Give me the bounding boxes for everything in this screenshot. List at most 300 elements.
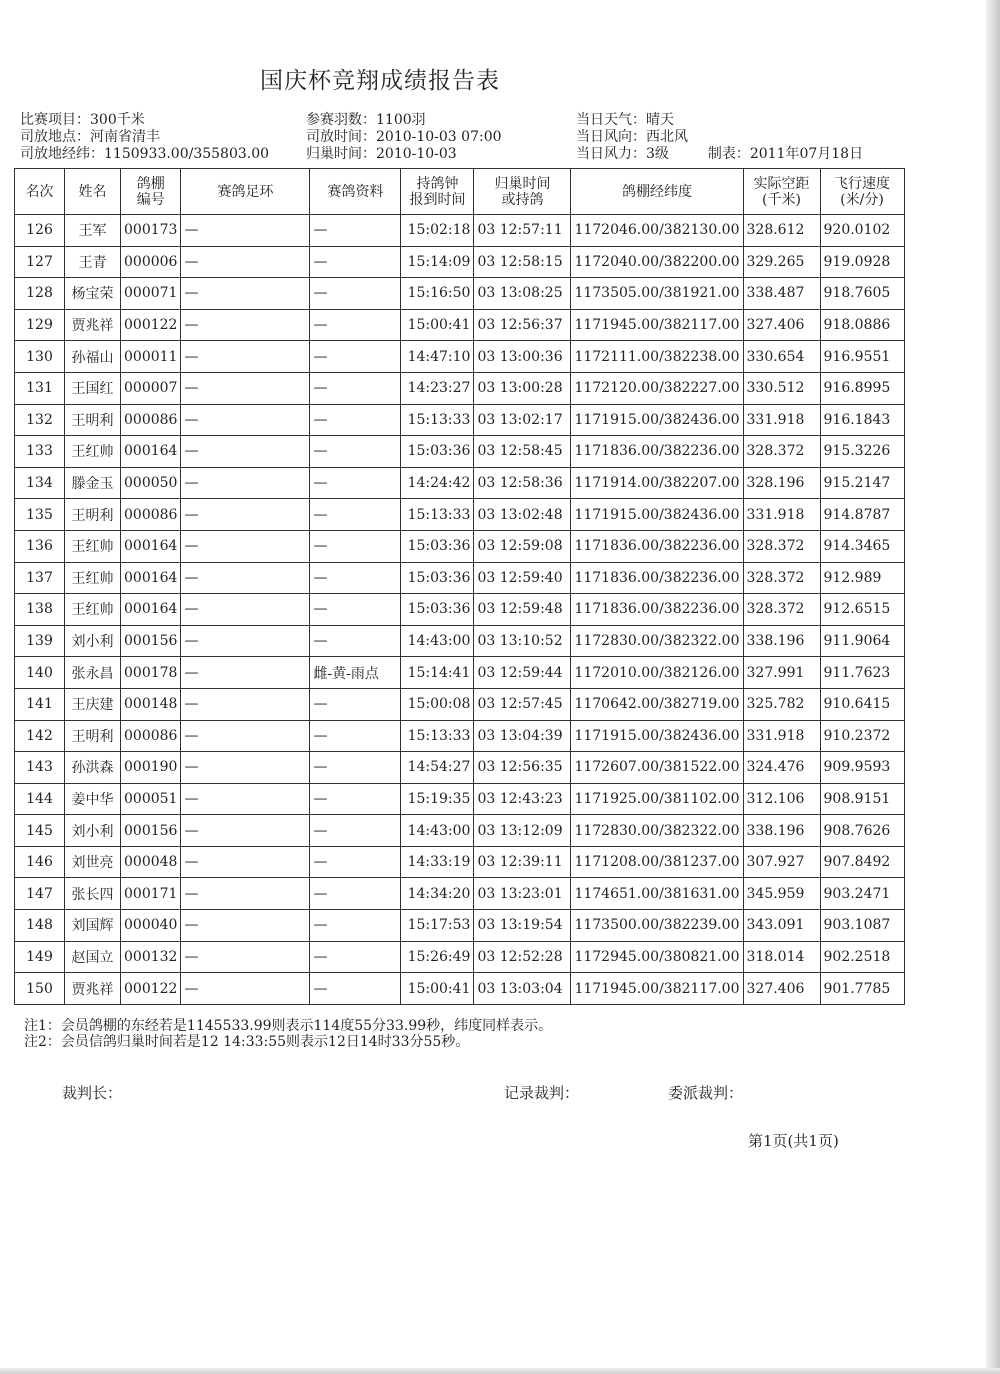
cell-ring: — bbox=[181, 530, 310, 562]
cell-speed: 903.2471 bbox=[820, 878, 904, 910]
cell-ring: — bbox=[181, 309, 310, 341]
header-text: 赛鸽资料 bbox=[327, 183, 384, 200]
cell-loft-id: 000164 bbox=[121, 530, 181, 562]
table-row bbox=[15, 625, 905, 657]
cell-speed: 910.2372 bbox=[820, 720, 904, 752]
note-2: 注2：会员信鸽归巢时间若是12 14:33:55则表示12日14时33分55秒。 bbox=[24, 1034, 470, 1050]
cell-return-time: 03 13:03:04 bbox=[474, 973, 571, 1005]
table-row bbox=[15, 910, 905, 942]
cell-clock-time: 14:47:10 bbox=[401, 341, 474, 373]
cell-distance: 330.512 bbox=[743, 372, 820, 404]
cell-rank: 145 bbox=[15, 815, 65, 847]
table-row bbox=[15, 878, 905, 910]
cell-loft-id: 000086 bbox=[121, 720, 181, 752]
cell-ring: — bbox=[181, 246, 310, 278]
cell-rank: 133 bbox=[15, 436, 65, 468]
cell-loft-coordinates: 1170642.00/382719.00 bbox=[571, 688, 743, 720]
table-row bbox=[15, 404, 905, 436]
cell-loft-id: 000050 bbox=[121, 467, 181, 499]
cell-name: 王红帅 bbox=[65, 594, 121, 626]
cell-loft-id: 000122 bbox=[121, 973, 181, 1005]
table-row bbox=[15, 783, 905, 815]
cell-name: 滕金玉 bbox=[65, 467, 121, 499]
header-text: 姓名 bbox=[78, 183, 107, 200]
cell-name: 姜中华 bbox=[65, 783, 121, 815]
cell-name: 王红帅 bbox=[65, 562, 121, 594]
cell-speed: 916.1843 bbox=[820, 404, 904, 436]
results-table bbox=[14, 168, 905, 1005]
cell-pigeon-info: — bbox=[310, 278, 401, 310]
cell-name: 王明利 bbox=[65, 720, 121, 752]
cell-speed: 903.1087 bbox=[820, 910, 904, 942]
cell-speed: 908.9151 bbox=[820, 783, 904, 815]
cell-speed: 902.2518 bbox=[820, 941, 904, 973]
cell-clock-time: 14:23:27 bbox=[401, 372, 474, 404]
header-name bbox=[65, 169, 121, 215]
cell-return-time: 03 12:56:35 bbox=[474, 752, 571, 784]
table-row bbox=[15, 467, 905, 499]
cell-clock-time: 15:17:53 bbox=[401, 910, 474, 942]
cell-distance: 329.265 bbox=[743, 246, 820, 278]
cell-speed: 918.0886 bbox=[820, 309, 904, 341]
cell-loft-coordinates: 1171915.00/382436.00 bbox=[571, 720, 743, 752]
cell-speed: 916.8995 bbox=[820, 372, 904, 404]
cell-loft-id: 000171 bbox=[121, 878, 181, 910]
table-row bbox=[15, 562, 905, 594]
cell-return-time: 03 12:58:45 bbox=[474, 436, 571, 468]
recorder-referee-label: 记录裁判： bbox=[504, 1084, 580, 1102]
cell-name: 贾兆祥 bbox=[65, 973, 121, 1005]
cell-return-time: 03 13:10:52 bbox=[474, 625, 571, 657]
cell-distance: 327.991 bbox=[743, 657, 820, 689]
cell-name: 张长四 bbox=[65, 878, 121, 910]
cell-rank: 130 bbox=[15, 341, 65, 373]
cell-rank: 136 bbox=[15, 530, 65, 562]
meta-entry-count: 参赛羽数：1100羽 bbox=[306, 112, 426, 128]
cell-ring: — bbox=[181, 815, 310, 847]
meta-made-date: 制表：2011年07月18日 bbox=[707, 146, 864, 162]
cell-loft-coordinates: 1173505.00/381921.00 bbox=[571, 278, 743, 310]
cell-clock-time: 15:00:08 bbox=[401, 688, 474, 720]
cell-speed: 909.9593 bbox=[820, 752, 904, 784]
cell-rank: 127 bbox=[15, 246, 65, 278]
table-row bbox=[15, 941, 905, 973]
cell-pigeon-info: 雌-黄-雨点 bbox=[310, 657, 401, 689]
cell-name: 刘小利 bbox=[65, 815, 121, 847]
meta-wind-force bbox=[576, 146, 863, 163]
cell-speed: 915.2147 bbox=[820, 467, 904, 499]
cell-pigeon-info: — bbox=[310, 562, 401, 594]
cell-distance: 328.196 bbox=[743, 467, 820, 499]
cell-loft-id: 000048 bbox=[121, 846, 181, 878]
cell-return-time: 03 13:08:25 bbox=[474, 278, 571, 310]
header-pigeon-info bbox=[310, 169, 401, 215]
cell-clock-time: 15:03:36 bbox=[401, 436, 474, 468]
cell-rank: 146 bbox=[15, 846, 65, 878]
cell-distance: 331.918 bbox=[743, 720, 820, 752]
cell-name: 贾兆祥 bbox=[65, 309, 121, 341]
cell-ring: — bbox=[181, 467, 310, 499]
cell-loft-id: 000156 bbox=[121, 815, 181, 847]
cell-speed: 901.7785 bbox=[820, 973, 904, 1005]
header-text: 名次 bbox=[25, 183, 54, 200]
cell-distance: 327.406 bbox=[743, 973, 820, 1005]
cell-return-time: 03 12:59:08 bbox=[474, 530, 571, 562]
cell-speed: 907.8492 bbox=[820, 846, 904, 878]
cell-pigeon-info: — bbox=[310, 688, 401, 720]
meta-right bbox=[576, 112, 863, 163]
cell-name: 王国红 bbox=[65, 372, 121, 404]
cell-return-time: 03 13:23:01 bbox=[474, 878, 571, 910]
cell-ring: — bbox=[181, 278, 310, 310]
cell-name: 刘世亮 bbox=[65, 846, 121, 878]
cell-loft-id: 000040 bbox=[121, 910, 181, 942]
header-text: 或持鸽 bbox=[501, 191, 544, 208]
cell-pigeon-info: — bbox=[310, 246, 401, 278]
cell-loft-coordinates: 1171836.00/382236.00 bbox=[571, 562, 743, 594]
cell-distance: 325.782 bbox=[743, 688, 820, 720]
cell-rank: 132 bbox=[15, 404, 65, 436]
cell-return-time: 03 13:02:17 bbox=[474, 404, 571, 436]
cell-pigeon-info: — bbox=[310, 372, 401, 404]
cell-speed: 920.0102 bbox=[820, 215, 904, 247]
header-loft-coordinates bbox=[571, 169, 743, 215]
scan-edge-bottom bbox=[0, 1368, 1000, 1374]
cell-loft-coordinates: 1171836.00/382236.00 bbox=[571, 594, 743, 626]
cell-ring: — bbox=[181, 657, 310, 689]
cell-ring: — bbox=[181, 846, 310, 878]
header-text: 报到时间 bbox=[409, 191, 466, 208]
cell-name: 杨宝荣 bbox=[65, 278, 121, 310]
cell-loft-coordinates: 1172830.00/382322.00 bbox=[571, 625, 743, 657]
cell-rank: 137 bbox=[15, 562, 65, 594]
cell-name: 王青 bbox=[65, 246, 121, 278]
page-number: 第1页(共1页) bbox=[748, 1132, 839, 1150]
cell-ring: — bbox=[181, 215, 310, 247]
cell-loft-id: 000156 bbox=[121, 625, 181, 657]
cell-return-time: 03 12:56:37 bbox=[474, 309, 571, 341]
cell-clock-time: 14:34:20 bbox=[401, 878, 474, 910]
cell-pigeon-info: — bbox=[310, 878, 401, 910]
table-row bbox=[15, 720, 905, 752]
header-ring bbox=[181, 169, 310, 215]
cell-loft-id: 000086 bbox=[121, 404, 181, 436]
header-text: 编号 bbox=[136, 191, 165, 208]
cell-name: 刘小利 bbox=[65, 625, 121, 657]
cell-rank: 129 bbox=[15, 309, 65, 341]
cell-return-time: 03 13:00:28 bbox=[474, 372, 571, 404]
cell-loft-id: 000148 bbox=[121, 688, 181, 720]
table-row bbox=[15, 372, 905, 404]
cell-name: 王红帅 bbox=[65, 530, 121, 562]
cell-return-time: 03 12:59:44 bbox=[474, 657, 571, 689]
cell-return-time: 03 13:04:39 bbox=[474, 720, 571, 752]
cell-pigeon-info: — bbox=[310, 720, 401, 752]
header-rank bbox=[15, 169, 65, 215]
header-clock-time bbox=[401, 169, 474, 215]
cell-clock-time: 15:13:33 bbox=[401, 404, 474, 436]
cell-ring: — bbox=[181, 973, 310, 1005]
cell-distance: 331.918 bbox=[743, 404, 820, 436]
cell-distance: 328.372 bbox=[743, 530, 820, 562]
cell-loft-id: 000071 bbox=[121, 278, 181, 310]
table-row bbox=[15, 815, 905, 847]
cell-loft-coordinates: 1172010.00/382126.00 bbox=[571, 657, 743, 689]
cell-clock-time: 15:14:41 bbox=[401, 657, 474, 689]
header-return-time bbox=[474, 169, 571, 215]
cell-return-time: 03 12:39:11 bbox=[474, 846, 571, 878]
header-loft-id bbox=[121, 169, 181, 215]
cell-loft-id: 000122 bbox=[121, 309, 181, 341]
cell-distance: 312.106 bbox=[743, 783, 820, 815]
cell-speed: 914.3465 bbox=[820, 530, 904, 562]
cell-ring: — bbox=[181, 372, 310, 404]
cell-name: 王庆建 bbox=[65, 688, 121, 720]
header-text: 实际空距 bbox=[753, 175, 810, 192]
cell-rank: 126 bbox=[15, 215, 65, 247]
cell-pigeon-info: — bbox=[310, 941, 401, 973]
cell-clock-time: 15:26:49 bbox=[401, 941, 474, 973]
cell-name: 刘国辉 bbox=[65, 910, 121, 942]
cell-rank: 144 bbox=[15, 783, 65, 815]
cell-clock-time: 15:03:36 bbox=[401, 530, 474, 562]
cell-distance: 338.196 bbox=[743, 625, 820, 657]
header-text: 归巢时间 bbox=[494, 175, 551, 192]
table-row bbox=[15, 530, 905, 562]
cell-pigeon-info: — bbox=[310, 625, 401, 657]
cell-clock-time: 15:19:35 bbox=[401, 783, 474, 815]
cell-loft-coordinates: 1171945.00/382117.00 bbox=[571, 973, 743, 1005]
cell-loft-coordinates: 1171925.00/381102.00 bbox=[571, 783, 743, 815]
cell-clock-time: 14:54:27 bbox=[401, 752, 474, 784]
cell-loft-coordinates: 1171945.00/382117.00 bbox=[571, 309, 743, 341]
cell-distance: 327.406 bbox=[743, 309, 820, 341]
cell-return-time: 03 13:02:48 bbox=[474, 499, 571, 531]
cell-speed: 912.6515 bbox=[820, 594, 904, 626]
table-row bbox=[15, 436, 905, 468]
table-row bbox=[15, 246, 905, 278]
cell-loft-coordinates: 1172120.00/382227.00 bbox=[571, 372, 743, 404]
cell-distance: 338.487 bbox=[743, 278, 820, 310]
cell-ring: — bbox=[181, 878, 310, 910]
cell-ring: — bbox=[181, 625, 310, 657]
cell-return-time: 03 13:19:54 bbox=[474, 910, 571, 942]
cell-name: 王红帅 bbox=[65, 436, 121, 468]
cell-ring: — bbox=[181, 499, 310, 531]
cell-return-time: 03 13:00:36 bbox=[474, 341, 571, 373]
header-text: 鸽棚经纬度 bbox=[621, 183, 692, 200]
cell-loft-id: 000164 bbox=[121, 594, 181, 626]
cell-loft-id: 000051 bbox=[121, 783, 181, 815]
meta-weather: 当日天气：晴天 bbox=[576, 112, 674, 128]
cell-loft-coordinates: 1172111.00/382238.00 bbox=[571, 341, 743, 373]
cell-clock-time: 15:03:36 bbox=[401, 594, 474, 626]
cell-speed: 918.7605 bbox=[820, 278, 904, 310]
cell-loft-id: 000173 bbox=[121, 215, 181, 247]
cell-clock-time: 14:43:00 bbox=[401, 625, 474, 657]
table-row bbox=[15, 752, 905, 784]
cell-rank: 140 bbox=[15, 657, 65, 689]
meta-wind-direction: 当日风向：西北风 bbox=[576, 129, 688, 145]
table-row bbox=[15, 309, 905, 341]
cell-rank: 147 bbox=[15, 878, 65, 910]
table-row bbox=[15, 846, 905, 878]
meta-wind-force-value: 当日风力：3级 bbox=[576, 146, 669, 162]
header-text: 飞行速度 bbox=[834, 175, 890, 192]
cell-pigeon-info: — bbox=[310, 910, 401, 942]
cell-loft-coordinates: 1173500.00/382239.00 bbox=[571, 910, 743, 942]
scan-edge-right bbox=[986, 0, 1000, 1374]
header-speed bbox=[820, 169, 904, 215]
cell-return-time: 03 12:58:15 bbox=[474, 246, 571, 278]
cell-loft-coordinates: 1171915.00/382436.00 bbox=[571, 404, 743, 436]
cell-return-time: 03 12:57:45 bbox=[474, 688, 571, 720]
cell-return-time: 03 12:59:40 bbox=[474, 562, 571, 594]
cell-pigeon-info: — bbox=[310, 436, 401, 468]
table-row bbox=[15, 973, 905, 1005]
meta-release-time: 司放时间：2010-10-03 07:00 bbox=[306, 129, 502, 145]
cell-pigeon-info: — bbox=[310, 467, 401, 499]
cell-loft-id: 000007 bbox=[121, 372, 181, 404]
meta-return-date: 归巢时间：2010-10-03 bbox=[306, 146, 457, 162]
cell-clock-time: 15:14:09 bbox=[401, 246, 474, 278]
cell-rank: 143 bbox=[15, 752, 65, 784]
cell-distance: 328.372 bbox=[743, 562, 820, 594]
cell-loft-coordinates: 1171836.00/382236.00 bbox=[571, 436, 743, 468]
cell-distance: 328.612 bbox=[743, 215, 820, 247]
cell-ring: — bbox=[181, 688, 310, 720]
cell-loft-coordinates: 1172046.00/382130.00 bbox=[571, 215, 743, 247]
cell-pigeon-info: — bbox=[310, 594, 401, 626]
cell-speed: 914.8787 bbox=[820, 499, 904, 531]
cell-pigeon-info: — bbox=[310, 783, 401, 815]
cell-speed: 915.3226 bbox=[820, 436, 904, 468]
cell-loft-id: 000164 bbox=[121, 436, 181, 468]
cell-clock-time: 14:24:42 bbox=[401, 467, 474, 499]
cell-loft-id: 000190 bbox=[121, 752, 181, 784]
cell-clock-time: 15:02:18 bbox=[401, 215, 474, 247]
meta-middle bbox=[306, 112, 502, 163]
table-header-row bbox=[15, 169, 905, 215]
table-body bbox=[15, 215, 905, 1005]
cell-loft-id: 000086 bbox=[121, 499, 181, 531]
cell-distance: 307.927 bbox=[743, 846, 820, 878]
cell-loft-id: 000164 bbox=[121, 562, 181, 594]
cell-distance: 318.014 bbox=[743, 941, 820, 973]
cell-pigeon-info: — bbox=[310, 499, 401, 531]
meta-release-coordinates: 司放地经纬：1150933.00/355803.00 bbox=[20, 146, 270, 162]
cell-distance: 328.372 bbox=[743, 436, 820, 468]
cell-name: 王明利 bbox=[65, 404, 121, 436]
cell-name: 王军 bbox=[65, 215, 121, 247]
cell-clock-time: 15:00:41 bbox=[401, 309, 474, 341]
header-text: 持鸽钟 bbox=[416, 175, 459, 192]
table-row bbox=[15, 499, 905, 531]
cell-loft-coordinates: 1174651.00/381631.00 bbox=[571, 878, 743, 910]
cell-ring: — bbox=[181, 341, 310, 373]
table-row bbox=[15, 688, 905, 720]
cell-distance: 330.654 bbox=[743, 341, 820, 373]
cell-ring: — bbox=[181, 941, 310, 973]
header-distance bbox=[743, 169, 820, 215]
cell-pigeon-info: — bbox=[310, 341, 401, 373]
cell-ring: — bbox=[181, 783, 310, 815]
cell-rank: 142 bbox=[15, 720, 65, 752]
notes bbox=[24, 1018, 552, 1050]
table-row bbox=[15, 657, 905, 689]
cell-ring: — bbox=[181, 404, 310, 436]
cell-return-time: 03 12:43:23 bbox=[474, 783, 571, 815]
cell-speed: 919.0928 bbox=[820, 246, 904, 278]
cell-rank: 138 bbox=[15, 594, 65, 626]
cell-clock-time: 14:33:19 bbox=[401, 846, 474, 878]
report-title: 国庆杯竞翔成绩报告表 bbox=[260, 68, 500, 94]
table-row bbox=[15, 341, 905, 373]
cell-return-time: 03 12:57:11 bbox=[474, 215, 571, 247]
cell-rank: 134 bbox=[15, 467, 65, 499]
cell-pigeon-info: — bbox=[310, 846, 401, 878]
cell-return-time: 03 13:12:09 bbox=[474, 815, 571, 847]
cell-name: 张永昌 bbox=[65, 657, 121, 689]
cell-loft-coordinates: 1171208.00/381237.00 bbox=[571, 846, 743, 878]
cell-loft-coordinates: 1171915.00/382436.00 bbox=[571, 499, 743, 531]
meta-race-item: 比赛项目：300千米 bbox=[20, 112, 145, 128]
cell-speed: 911.9064 bbox=[820, 625, 904, 657]
chief-referee-label: 裁判长： bbox=[62, 1084, 123, 1102]
cell-clock-time: 15:16:50 bbox=[401, 278, 474, 310]
cell-rank: 135 bbox=[15, 499, 65, 531]
cell-return-time: 03 12:59:48 bbox=[474, 594, 571, 626]
cell-name: 孙福山 bbox=[65, 341, 121, 373]
cell-rank: 148 bbox=[15, 910, 65, 942]
cell-name: 孙洪森 bbox=[65, 752, 121, 784]
cell-clock-time: 15:00:41 bbox=[401, 973, 474, 1005]
cell-speed: 912.989 bbox=[820, 562, 904, 594]
table-row bbox=[15, 215, 905, 247]
header-text: (千米) bbox=[762, 191, 801, 208]
note-1: 注1：会员鸽棚的东经若是1145533.99则表示114度55分33.99秒，纬度同样表示。 bbox=[24, 1018, 553, 1034]
cell-speed: 910.6415 bbox=[820, 688, 904, 720]
cell-ring: — bbox=[181, 752, 310, 784]
cell-loft-coordinates: 1172607.00/381522.00 bbox=[571, 752, 743, 784]
cell-loft-coordinates: 1171914.00/382207.00 bbox=[571, 467, 743, 499]
cell-rank: 149 bbox=[15, 941, 65, 973]
cell-speed: 916.9551 bbox=[820, 341, 904, 373]
cell-name: 赵国立 bbox=[65, 941, 121, 973]
cell-ring: — bbox=[181, 594, 310, 626]
meta-left bbox=[20, 112, 269, 163]
cell-pigeon-info: — bbox=[310, 815, 401, 847]
cell-loft-id: 000132 bbox=[121, 941, 181, 973]
cell-return-time: 03 12:58:36 bbox=[474, 467, 571, 499]
cell-clock-time: 15:13:33 bbox=[401, 499, 474, 531]
header-text: (米/分) bbox=[840, 191, 884, 208]
table-row bbox=[15, 278, 905, 310]
cell-pigeon-info: — bbox=[310, 530, 401, 562]
cell-return-time: 03 12:52:28 bbox=[474, 941, 571, 973]
cell-rank: 139 bbox=[15, 625, 65, 657]
cell-ring: — bbox=[181, 562, 310, 594]
cell-clock-time: 15:03:36 bbox=[401, 562, 474, 594]
cell-pigeon-info: — bbox=[310, 404, 401, 436]
cell-pigeon-info: — bbox=[310, 752, 401, 784]
cell-loft-id: 000178 bbox=[121, 657, 181, 689]
cell-clock-time: 15:13:33 bbox=[401, 720, 474, 752]
header-text: 赛鸽足环 bbox=[217, 183, 274, 200]
cell-rank: 128 bbox=[15, 278, 65, 310]
cell-loft-coordinates: 1172830.00/382322.00 bbox=[571, 815, 743, 847]
cell-rank: 141 bbox=[15, 688, 65, 720]
